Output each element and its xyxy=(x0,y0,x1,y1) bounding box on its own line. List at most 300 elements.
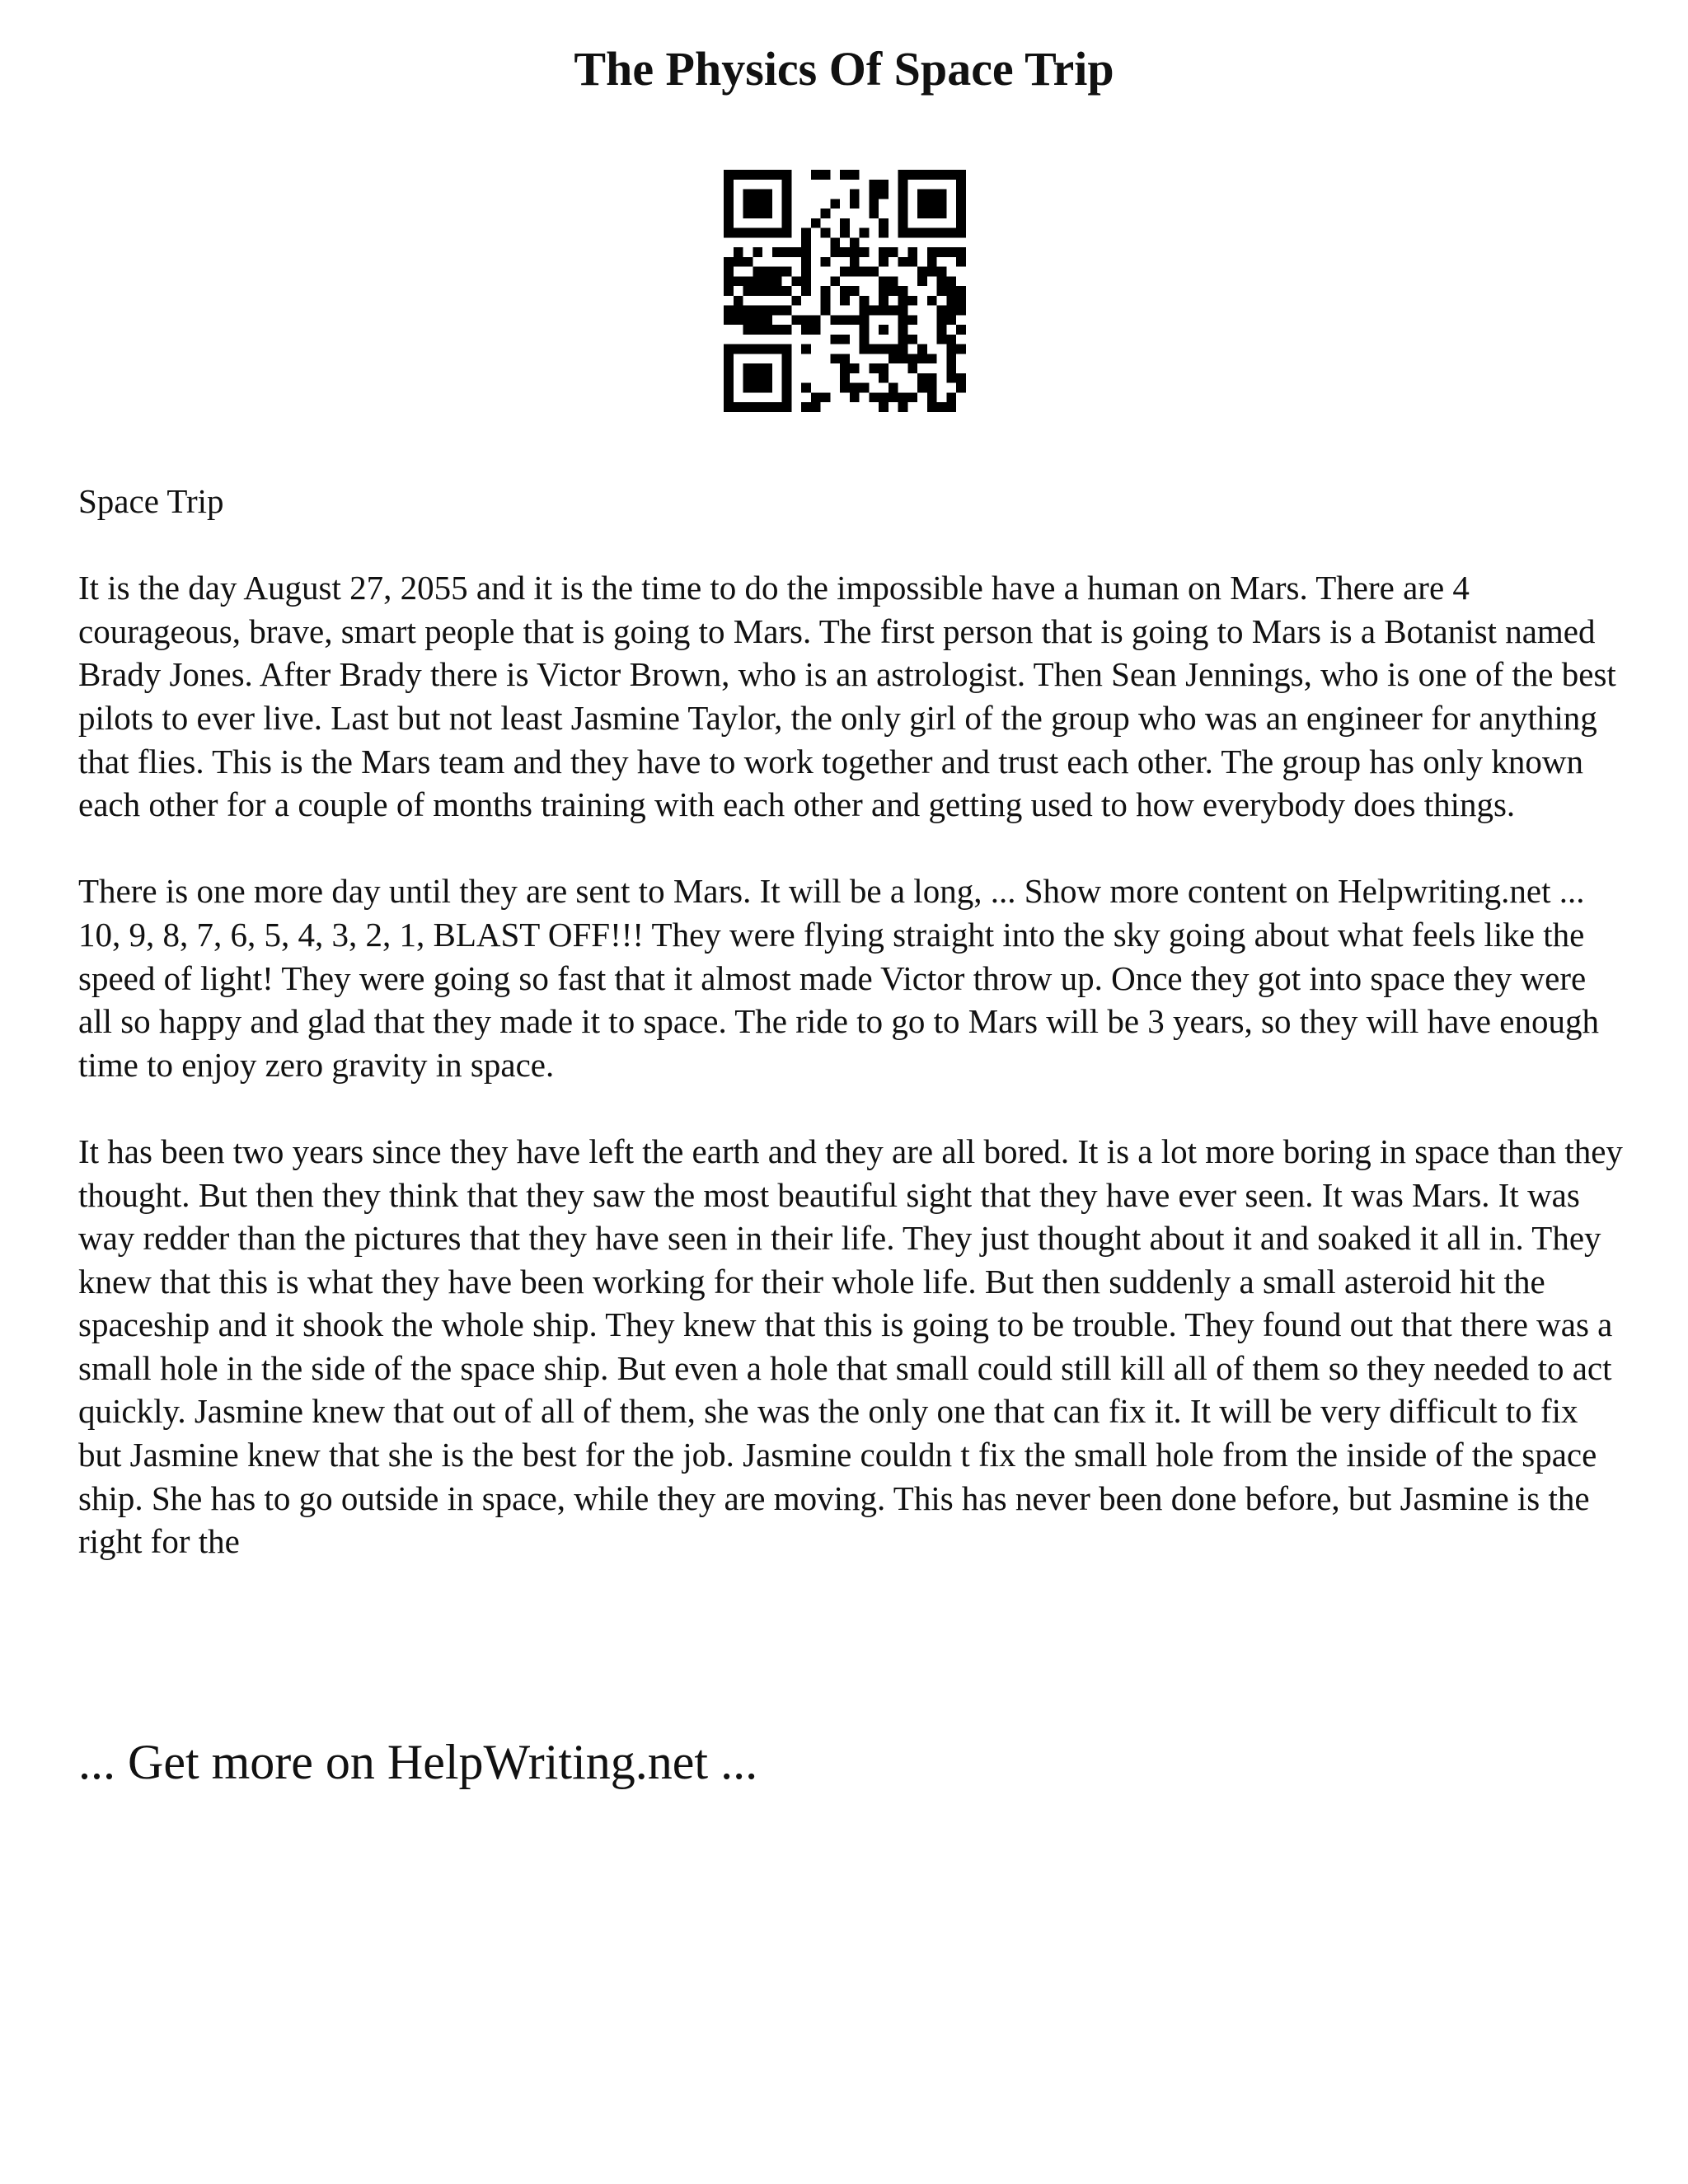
qr-module xyxy=(946,392,956,402)
qr-module xyxy=(734,296,743,306)
qr-module xyxy=(879,306,889,316)
qr-module xyxy=(830,354,840,363)
qr-module xyxy=(879,276,889,286)
qr-module xyxy=(850,383,860,393)
qr-module xyxy=(811,402,821,412)
qr-module xyxy=(782,363,792,373)
qr-module xyxy=(743,228,753,238)
qr-module xyxy=(821,286,831,296)
qr-module xyxy=(850,363,860,373)
qr-module xyxy=(753,228,762,238)
qr-module xyxy=(772,286,782,296)
qr-module xyxy=(743,402,753,412)
qr-module xyxy=(850,190,860,199)
qr-module xyxy=(937,190,947,199)
qr-module xyxy=(937,228,947,238)
qr-module xyxy=(753,209,762,218)
qr-module xyxy=(753,267,762,277)
qr-module xyxy=(946,335,956,344)
qr-module xyxy=(801,237,811,247)
qr-module xyxy=(917,170,927,180)
qr-module xyxy=(927,247,937,257)
qr-module xyxy=(956,286,966,296)
qr-module xyxy=(937,209,947,218)
qr-module xyxy=(898,392,908,402)
qr-module xyxy=(898,402,908,412)
qr-module xyxy=(782,267,792,277)
qr-module xyxy=(898,199,908,209)
qr-module xyxy=(724,190,734,199)
qr-module xyxy=(762,228,772,238)
qr-module xyxy=(917,344,927,354)
qr-module xyxy=(917,190,927,199)
qr-module xyxy=(753,276,762,286)
qr-module xyxy=(830,335,840,344)
qr-module xyxy=(927,392,937,402)
qr-module xyxy=(879,344,889,354)
paragraph-spacer xyxy=(78,1086,1628,1130)
qr-module xyxy=(762,383,772,393)
qr-module xyxy=(811,218,821,228)
qr-module xyxy=(753,363,762,373)
qr-module xyxy=(869,363,879,373)
qr-module xyxy=(946,306,956,316)
qr-module xyxy=(724,344,734,354)
qr-module xyxy=(840,296,850,306)
qr-module xyxy=(946,344,956,354)
qr-module xyxy=(772,276,782,286)
qr-module xyxy=(762,267,772,277)
qr-module xyxy=(801,315,811,325)
qr-module xyxy=(860,267,870,277)
qr-module xyxy=(898,296,908,306)
qr-module xyxy=(840,247,850,257)
qr-module xyxy=(946,315,956,325)
qr-module xyxy=(782,218,792,228)
qr-module xyxy=(898,286,908,296)
qr-module xyxy=(734,306,743,316)
qr-module xyxy=(956,296,966,306)
qr-module xyxy=(937,170,947,180)
qr-module xyxy=(724,257,734,267)
qr-module xyxy=(956,209,966,218)
qr-module xyxy=(879,373,889,383)
qr-module xyxy=(898,180,908,190)
qr-module xyxy=(724,354,734,363)
qr-module xyxy=(734,228,743,238)
qr-module xyxy=(956,383,966,393)
qr-module xyxy=(889,276,898,286)
qr-module xyxy=(801,383,811,393)
qr-module xyxy=(801,257,811,267)
qr-module xyxy=(762,325,772,335)
qr-module xyxy=(956,190,966,199)
qr-module xyxy=(860,306,870,316)
qr-module xyxy=(889,344,898,354)
qr-module xyxy=(889,247,898,257)
qr-module xyxy=(879,325,889,335)
qr-module xyxy=(743,257,753,267)
qr-module xyxy=(743,363,753,373)
qr-module xyxy=(753,344,762,354)
qr-module xyxy=(927,383,937,393)
qr-module xyxy=(850,237,860,247)
qr-module xyxy=(743,209,753,218)
qr-module xyxy=(762,286,772,296)
qr-module xyxy=(782,306,792,316)
qr-module xyxy=(889,392,898,402)
qr-module xyxy=(927,402,937,412)
qr-module xyxy=(840,228,850,238)
qr-module xyxy=(762,276,772,286)
qr-module xyxy=(734,315,743,325)
qr-module xyxy=(917,199,927,209)
qr-module xyxy=(956,218,966,228)
qr-module xyxy=(753,373,762,383)
qr-module xyxy=(724,209,734,218)
qr-module xyxy=(956,228,966,238)
qr-module xyxy=(782,228,792,238)
qr-module xyxy=(927,257,937,267)
qr-module xyxy=(907,354,917,363)
qr-module xyxy=(811,170,821,180)
qr-module xyxy=(850,315,860,325)
qr-module xyxy=(762,190,772,199)
section-heading: Space Trip xyxy=(78,482,224,520)
paragraph-spacer xyxy=(78,523,1628,567)
qr-module xyxy=(782,170,792,180)
qr-module xyxy=(840,373,850,383)
qr-module xyxy=(753,383,762,393)
qr-module xyxy=(937,276,947,286)
qr-module xyxy=(724,306,734,316)
qr-module xyxy=(850,247,860,257)
qr-module xyxy=(840,170,850,180)
qr-module xyxy=(821,306,831,316)
qr-module xyxy=(907,363,917,373)
qr-module xyxy=(889,286,898,296)
qr-module xyxy=(753,190,762,199)
qr-module xyxy=(743,325,753,335)
qr-module xyxy=(946,354,956,363)
qr-module xyxy=(956,170,966,180)
qr-module xyxy=(762,363,772,373)
qr-module xyxy=(734,276,743,286)
qr-module xyxy=(791,315,801,325)
qr-module xyxy=(956,180,966,190)
qr-module xyxy=(753,306,762,316)
qr-module xyxy=(734,402,743,412)
qr-module xyxy=(840,363,850,373)
qr-module xyxy=(907,228,917,238)
qr-module xyxy=(801,247,811,257)
qr-module xyxy=(850,286,860,296)
qr-module xyxy=(762,344,772,354)
qr-module xyxy=(917,354,927,363)
qr-module xyxy=(753,170,762,180)
qr-module xyxy=(782,383,792,393)
qr-module xyxy=(927,373,937,383)
qr-module xyxy=(830,237,840,247)
qr-module xyxy=(724,218,734,228)
qr-module xyxy=(937,247,947,257)
qr-module xyxy=(840,286,850,296)
qr-module xyxy=(782,344,792,354)
qr-module xyxy=(879,402,889,412)
qr-module xyxy=(869,199,879,209)
qr-module xyxy=(937,335,947,344)
qr-module xyxy=(782,209,792,218)
qr-module xyxy=(782,190,792,199)
qr-module xyxy=(724,276,734,286)
qr-module xyxy=(898,170,908,180)
qr-module xyxy=(879,247,889,257)
qr-module xyxy=(956,344,966,354)
qr-module xyxy=(791,247,801,257)
qr-module xyxy=(743,190,753,199)
qr-module xyxy=(898,209,908,218)
qr-module xyxy=(869,344,879,354)
qr-module xyxy=(860,383,870,393)
qr-module xyxy=(811,325,821,335)
qr-module xyxy=(782,180,792,190)
qr-module xyxy=(782,402,792,412)
qr-module xyxy=(879,257,889,267)
qr-module xyxy=(937,267,947,277)
qr-module xyxy=(743,199,753,209)
qr-module xyxy=(724,373,734,383)
qr-module xyxy=(907,170,917,180)
qr-module xyxy=(840,218,850,228)
qr-module xyxy=(762,315,772,325)
qr-module xyxy=(840,267,850,277)
qr-module xyxy=(956,373,966,383)
qr-module xyxy=(791,276,801,286)
qr-module xyxy=(772,402,782,412)
qr-module xyxy=(898,228,908,238)
qr-module xyxy=(937,199,947,209)
qr-module xyxy=(840,383,850,393)
qr-module xyxy=(956,199,966,209)
qr-module xyxy=(782,392,792,402)
qr-module xyxy=(724,199,734,209)
qr-module xyxy=(772,170,782,180)
qr-module xyxy=(772,228,782,238)
qr-module xyxy=(946,228,956,238)
qr-module xyxy=(869,209,879,218)
qr-module xyxy=(946,296,956,306)
qr-module xyxy=(782,199,792,209)
qr-module xyxy=(937,286,947,296)
qr-module xyxy=(946,363,956,373)
qr-module xyxy=(743,315,753,325)
article-body xyxy=(78,480,1628,1563)
qr-module xyxy=(821,257,831,267)
qr-module xyxy=(860,228,870,238)
qr-module xyxy=(762,306,772,316)
qr-module xyxy=(889,383,898,393)
qr-module xyxy=(907,296,917,306)
qr-module xyxy=(830,276,840,286)
qr-module xyxy=(753,247,762,257)
qr-module xyxy=(821,228,831,238)
qr-module xyxy=(898,190,908,199)
qr-module xyxy=(772,306,782,316)
qr-module xyxy=(927,190,937,199)
qr-module xyxy=(946,170,956,180)
qr-module xyxy=(743,383,753,393)
qr-module xyxy=(937,306,947,316)
get-more-link[interactable]: ... Get more on HelpWriting.net ... xyxy=(78,1735,758,1789)
qr-module xyxy=(917,209,927,218)
qr-module xyxy=(907,335,917,344)
qr-module xyxy=(724,286,734,296)
qr-module xyxy=(801,402,811,412)
qr-module xyxy=(850,257,860,267)
qr-module xyxy=(937,402,947,412)
qr-module xyxy=(801,267,811,277)
qr-module xyxy=(917,276,927,286)
qr-module xyxy=(801,276,811,286)
qr-module xyxy=(879,363,889,373)
qr-module xyxy=(753,199,762,209)
qr-module xyxy=(724,228,734,238)
paragraph-intro: It is the day August 27, 2055 and it is the time to do the impossible have a human on Mars. There are 4 courageous, brave, smart people that is going to Mars. The first person that is going to Mars is a Botanist named Brady Jones. After Brady there is Victor Brown, who is an astrologist. Then Sean Jennings, who is one of the best pilots to ever live. Last but not least Jasmine Taylor, the only girl of the group who was an engineer for anything that flies. This is the Mars team and they have to work together and trust each other. The group has only known each other for a couple of months training with each other and getting used to how everybody does things. xyxy=(78,569,1616,824)
qr-module xyxy=(879,180,889,190)
qr-module xyxy=(724,383,734,393)
qr-module xyxy=(734,170,743,180)
qr-module xyxy=(956,325,966,335)
qr-module xyxy=(762,170,772,180)
qr-module xyxy=(869,190,879,199)
qr-module xyxy=(743,373,753,383)
qr-module xyxy=(724,315,734,325)
qr-module xyxy=(860,325,870,335)
qr-module xyxy=(869,267,879,277)
qr-module xyxy=(879,296,889,306)
qr-module xyxy=(762,373,772,383)
qr-module xyxy=(927,170,937,180)
paragraph-two-years: It has been two years since they have left the earth and they are all bored. It is a lot more boring in space than they thought. But then they think that they saw the most beautiful sight that they have ever seen. It was Mars. It was way redder than the pictures that they have seen in their life. They just thought about it and soaked it all in. They knew that this is what they have been working for their whole life. But then suddenly a small asteroid hit the spaceship and it shook the whole ship. They knew that this is going to be trouble. They found out that there was a small hole in the side of the space ship. But even a hole that small could still kill all of them so they needed to act quickly. Jasmine knew that out of all of them, she was the only one that can fix it. It will be very difficult to fix but Jasmine knew that she is the best for the job. Jasmine couldn t fix the small hole from the inside of the space ship. She has to go outside in space, while they are moving. This has never been done before, but Jasmine is the right for the xyxy=(78,1132,1623,1561)
qr-module xyxy=(869,306,879,316)
qr-module xyxy=(743,276,753,286)
qr-module xyxy=(889,354,898,363)
qr-module xyxy=(937,315,947,325)
qr-module xyxy=(782,354,792,363)
qr-module xyxy=(724,180,734,190)
qr-module xyxy=(840,315,850,325)
qr-module xyxy=(879,190,889,199)
qr-module xyxy=(743,344,753,354)
qr-module xyxy=(860,296,870,306)
paragraph-blast-off: 10, 9, 8, 7, 6, 5, 4, 3, 2, 1, BLAST OFF!!! They were flying straight into the sky going about what feels like the speed of light! They were going so fast that it almost made Victor throw up. Once they got into space they were all so happy and glad that they made it to space. The ride to go to Mars will be 3 years, so they will have enough time to enjoy zero gravity in space. xyxy=(78,915,1599,1084)
page-title: The Physics Of Space Trip xyxy=(574,42,1114,96)
qr-module xyxy=(782,373,792,383)
qr-module xyxy=(753,325,762,335)
qr-module xyxy=(889,306,898,316)
qr-module xyxy=(850,267,860,277)
qr-module xyxy=(946,373,956,383)
qr-module xyxy=(801,344,811,354)
qr-module xyxy=(956,247,966,257)
paragraph-teaser: There is one more day until they are sent to Mars. It will be a long, ... Show more content on Helpwriting.net ... xyxy=(78,872,1585,911)
qr-module xyxy=(762,199,772,209)
qr-module xyxy=(821,392,831,402)
paragraph-spacer xyxy=(78,827,1628,870)
qr-module xyxy=(946,247,956,257)
qr-module xyxy=(743,286,753,296)
qr-module xyxy=(927,199,937,209)
qr-module xyxy=(753,286,762,296)
qr-module xyxy=(869,180,879,190)
qr-module xyxy=(917,267,927,277)
qr-module xyxy=(879,286,889,296)
qr-module xyxy=(879,228,889,238)
qr-module xyxy=(762,209,772,218)
qr-module xyxy=(734,247,743,257)
qr-module xyxy=(927,296,937,306)
qr-module xyxy=(850,199,860,209)
qr-module xyxy=(830,315,840,325)
qr-module xyxy=(927,228,937,238)
qr-module xyxy=(898,325,908,335)
qr-module xyxy=(772,267,782,277)
qr-module xyxy=(782,325,792,335)
qr-module xyxy=(898,344,908,354)
qr-module xyxy=(734,257,743,267)
qr-module xyxy=(801,286,811,296)
qr-module xyxy=(821,209,831,218)
qr-module xyxy=(956,306,966,316)
qr-module xyxy=(946,286,956,296)
qr-module xyxy=(898,257,908,267)
qr-module xyxy=(724,392,734,402)
qr-module xyxy=(762,402,772,412)
qr-module xyxy=(937,325,947,335)
qr-module xyxy=(956,257,966,267)
qr-module xyxy=(791,296,801,306)
qr-module xyxy=(850,170,860,180)
qr-module xyxy=(801,325,811,335)
qr-module xyxy=(879,392,889,402)
qr-module xyxy=(869,392,879,402)
qr-module xyxy=(840,335,850,344)
qr-module xyxy=(898,354,908,363)
qr-module xyxy=(917,228,927,238)
qr-module xyxy=(927,209,937,218)
qr-module xyxy=(898,315,908,325)
qr-module xyxy=(830,247,840,257)
qr-module xyxy=(860,335,870,344)
qr-module xyxy=(907,247,917,257)
qr-module xyxy=(734,344,743,354)
qr-module xyxy=(801,228,811,238)
qr-module xyxy=(743,170,753,180)
qr-module xyxy=(724,170,734,180)
qr-module xyxy=(946,402,956,412)
qr-code-graphic xyxy=(724,170,966,412)
qr-module xyxy=(907,392,917,402)
qr-module xyxy=(772,247,782,257)
qr-module xyxy=(724,267,734,277)
qr-module xyxy=(821,296,831,306)
qr-module xyxy=(840,354,850,363)
qr-code-icon xyxy=(724,170,966,412)
qr-module xyxy=(811,315,821,325)
qr-module xyxy=(898,306,908,316)
qr-module xyxy=(753,402,762,412)
qr-module xyxy=(860,247,870,257)
